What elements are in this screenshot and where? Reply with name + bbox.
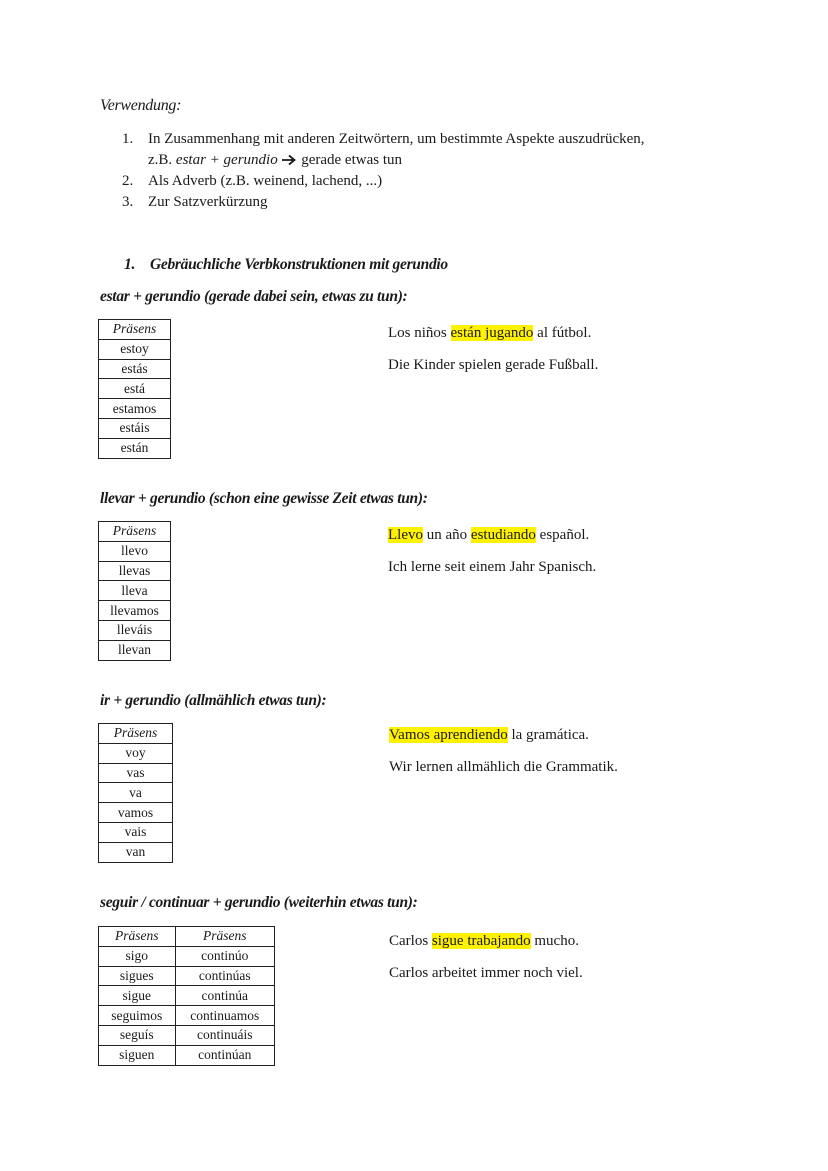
highlight: Vamos aprendiendo [389,727,508,743]
table-header: Präsens [99,724,173,744]
table-cell: va [99,783,173,803]
table-cell: continuáis [175,1025,274,1045]
table-cell: seguimos [99,1006,176,1026]
table-cell: llevan [99,640,171,660]
table-cell: sigues [99,966,176,986]
conjugation-table-llevar [98,521,171,661]
table-cell: está [99,379,171,399]
conjugation-table-estar [98,319,171,459]
table-header: Präsens [175,927,274,947]
table-header: Präsens [99,320,171,340]
table-cell: van [99,842,173,862]
table-cell: voy [99,743,173,763]
usage-list [122,129,645,213]
table-cell: estáis [99,418,171,438]
highlight: sigue trabajando [431,933,531,949]
construction-heading-llevar: llevar + gerundio (schon eine gewisse Zeit etwas tun): [100,490,428,507]
table-header: Präsens [99,927,176,947]
example-german: Ich lerne seit einem Jahr Spanisch. [388,559,597,575]
table-cell: vais [99,822,173,842]
table-cell: continúa [175,986,274,1006]
table-cell: estamos [99,399,171,419]
usage-heading: Verwendung: [100,97,182,114]
table-cell: estás [99,359,171,379]
construction-heading-seguir: seguir / continuar + gerundio (weiterhin etwas tun): [100,894,418,911]
list-item: 3. Zur Satzverkürzung [122,194,268,210]
construction-heading-estar: estar + gerundio (gerade dabei sein, etwas zu tun): [100,288,408,305]
right-arrow-icon [281,154,297,166]
table-cell: estoy [99,339,171,359]
table-cell: continúo [175,946,274,966]
table-header: Präsens [99,522,171,542]
conjugation-table-ir [98,723,173,863]
list-item-continuation: z.B. estar + gerundio gerade etwas tun [148,152,403,168]
table-cell: vas [99,763,173,783]
table-cell: llevamos [99,601,171,621]
list-item: 1. In Zusammenhang mit anderen Zeitwörtern, um bestimmte Aspekte auszudrücken, [122,131,645,147]
table-cell: vamos [99,803,173,823]
table-cell: siguen [99,1045,176,1065]
list-item: 2. Als Adverb (z.B. weinend, lachend, ...) [122,173,383,189]
table-cell: lleva [99,581,171,601]
table-cell: seguís [99,1025,176,1045]
table-cell: sigue [99,986,176,1006]
table-cell: llevas [99,561,171,581]
highlight: están jugando [450,325,534,341]
example-spanish: Los niños están jugando al fútbol. [388,325,592,341]
highlight: estudiando [470,527,536,543]
example-german: Die Kinder spielen gerade Fußball. [388,357,599,373]
section-title: 1. Gebräuchliche Verbkonstruktionen mit gerundio [124,256,448,273]
table-cell: continúas [175,966,274,986]
table-cell: sigo [99,946,176,966]
construction-heading-ir: ir + gerundio (allmählich etwas tun): [100,692,327,709]
highlight: Llevo [388,527,423,543]
table-cell: continuamos [175,1006,274,1026]
table-cell: llevo [99,541,171,561]
table-cell: continúan [175,1045,274,1065]
conjugation-table-seguir [98,926,275,1066]
table-cell: lleváis [99,620,171,640]
table-cell: están [99,438,171,458]
example-german: Carlos arbeitet immer noch viel. [389,965,583,981]
example-spanish: Vamos aprendiendo la gramática. [389,727,589,743]
example-spanish: Llevo un año estudiando español. [388,527,590,543]
example-spanish: Carlos sigue trabajando mucho. [389,933,579,949]
example-german: Wir lernen allmählich die Grammatik. [389,759,618,775]
